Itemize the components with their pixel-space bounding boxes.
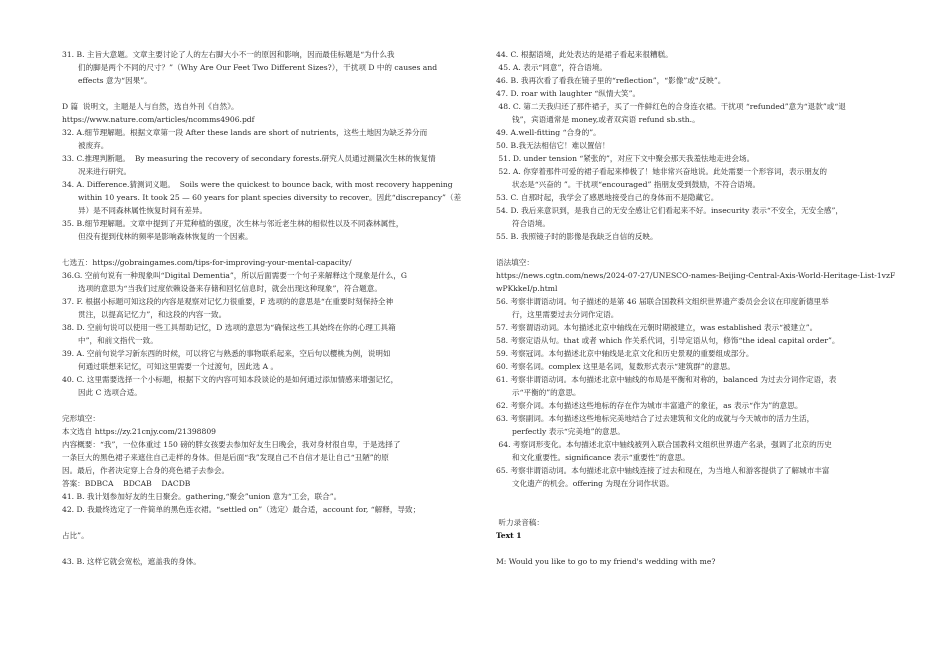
- left-text-line: 何通过联想来记忆，可知这里需要一个过渡句，因此选 A 。: [78, 362, 279, 371]
- left-text-line: 32. A.细节理解题。根据文章第一段 After these lands are short of nutrients，这些土地因为缺乏养分而: [62, 128, 428, 137]
- right-text-line: 58. 考察定语从句。that 或者 which 作关系代词，引导定语从句，修饰“the ideal capital order”。: [496, 336, 840, 345]
- left-text-line: 异）是不同森林属性恢复时间有差异。: [78, 206, 208, 215]
- right-text-line: wPKkkeI/p.html: [496, 284, 558, 293]
- right-text-line: 60. 考察名词。complex 这里是名词，复数形式表示“建筑群”的意思。: [496, 362, 736, 371]
- right-text-line: Text 1: [496, 531, 522, 540]
- left-text-line: 40. C. 这里需要选择一个小标题，根据下文的内容可知本段谈论的是如何通过添加情感来增强记忆，: [62, 375, 399, 384]
- right-column: [496, 48, 896, 568]
- right-text-line: 51. D. under tension “紧张的”，对应下文中聚会那天我羞怯地走进会场。: [496, 154, 755, 163]
- right-text-line: 50. B.我无法相信它！难以置信！: [496, 141, 610, 150]
- right-text-line: perfectly 表示“完美地”的意思。: [512, 427, 625, 436]
- left-text-line: 37. F. 根据小标题可知这段的内容是观察对记忆力很重要，F 选项的的意思是“在重要时刻保持全神: [62, 297, 394, 306]
- right-text-line: https://news.cgtn.com/news/2024-07-27/UNESCO-names-Beijing-Central-Axis-World-Heritage-List-1vzF: [496, 271, 896, 280]
- left-text-line: 一条巨大的黑色裙子来遮住自己走样的身体。但是后面“我”发现自己不自信才是让自己“丑陋”的原: [62, 453, 389, 462]
- left-text-line: 33. C.推理判断题。 By measuring the recovery of secondary forests.研究人员通过测量次生林的恢复情: [62, 154, 436, 163]
- left-text-line: 完形填空：: [62, 414, 100, 423]
- right-text-line: 49. A.well-fitting “合身的”。: [496, 128, 601, 137]
- left-text-line: [62, 542, 462, 555]
- left-text-line: 选项的意思为“当我们过度依赖设备来存储和回忆信息时，就会出现这种现象”，符合题意。: [78, 284, 382, 293]
- right-text-line: 55. B. 我照镜子时的影像是我缺乏自信的反映。: [496, 232, 658, 241]
- right-text-line: 符合语境。: [512, 219, 550, 228]
- right-text-line: [496, 542, 896, 555]
- right-text-line: 56. 考察非谓语动词。句子描述的是第 46 届联合国教科文组织世界遗产委员会会议在印度新德里举: [496, 297, 829, 306]
- right-text-line: 和文化重要性。significance 表示“重要性”的意思。: [512, 453, 690, 462]
- left-text-line: 42. D. 我最终选定了一件简单的黑色连衣裙。“settled on”（选定）最合适，account for, “解释，导致；: [62, 505, 421, 514]
- right-text-line: [496, 503, 896, 516]
- left-text-line: 贯注，以提高记忆力”，和这段的内容一致。: [78, 310, 227, 319]
- right-text-line: 44. C. 根据语境，此处表达的是裙子看起来很糟糕。: [496, 50, 673, 59]
- left-text-line: 因。最后，作者决定穿上合身的亮色裙子去参会。: [62, 466, 230, 475]
- right-text-line: 示“平衡的”的意思。: [512, 388, 581, 397]
- left-text-line: 34. A. Difference.猜测词义题。 Soils were the quickest to bounce back, with most recovery happening: [62, 180, 453, 189]
- right-text-line: 状态是“兴奋的 ”。干扰项“encouraged” 指朋友受到鼓励，不符合语境。: [512, 180, 761, 189]
- left-text-line: 36.G. 空前句说有一种现象叫“Digital Dementia”，所以后面需要一个句子来解释这个现象是什么，G: [62, 271, 407, 280]
- left-text-line: D 篇 说明文，主题是人与自然，选自外刊《自然》。: [62, 102, 239, 111]
- right-text-line: 61. 考察非谓语动词。本句描述北京中轴线的布局是平衡和对称的，balanced 为过去分词作定语，表: [496, 375, 837, 384]
- left-text-line: within 10 years. It took 25 — 60 years for plant species diversity to recover。因此“discrepancy”（差: [78, 193, 462, 202]
- left-text-line: 38. D. 空前句说可以使用一些工具帮助记忆，D 选项的意思为“确保这些工具始终在你的心理工具箱: [62, 323, 396, 332]
- right-text-line: 64. 考察词形变化。本句描述北京中轴线被列入联合国教科文组织世界遗产名录，强调了北京的历史: [496, 440, 832, 449]
- right-text-line: 行，这里需要过去分词作定语。: [512, 310, 619, 319]
- right-text-line: 57. 考察谓语动词。本句描述北京中轴线在元朝时期被建立，was established 表示“被建立”。: [496, 323, 818, 332]
- left-text-line: 七选五：https://gobraingames.com/tips-for-improving-your-mental-capacity/: [62, 258, 352, 267]
- left-text-line: [62, 399, 462, 412]
- left-text-line: [62, 87, 462, 100]
- right-text-line: 52. A. 你穿着那件可爱的裙子看起来棒极了！她非常兴奋地说。此处需要一个形容词，表示朋友的: [496, 167, 827, 176]
- left-text-line: 占比”。: [62, 531, 89, 540]
- right-text-line: 62. 考察介词。本句描述这些地标的存在作为城市丰富遗产的象征，as 表示“作为”的意思。: [496, 401, 803, 410]
- right-text-line: M: Would you like to go to my friend's wedding with me?: [496, 557, 716, 566]
- left-column: [62, 48, 462, 568]
- left-text-line: 况来进行研究。: [78, 167, 132, 176]
- left-text-line: 31. B. 主旨大意题。文章主要讨论了人的左右脚大小不一的原因和影响，因而最佳标题是“为什么我: [62, 50, 395, 59]
- left-text-line: 中”，和前文指代一致。: [78, 336, 158, 345]
- right-text-line: [496, 243, 896, 256]
- left-text-line: 被废弃。: [78, 141, 109, 150]
- left-text-line: 们的脚是两个不同的尺寸？”（Why Are Our Feet Two Different Sizes?），干扰项 D 中的 causes and: [78, 63, 438, 72]
- right-text-line: [496, 490, 896, 503]
- left-text-line: https://www.nature.com/articles/ncomms4906.pdf: [62, 115, 255, 124]
- right-text-line: 听力录音稿：: [496, 518, 544, 527]
- left-text-line: 39. A. 空前句说学习新东西的时候，可以将它与熟悉的事物联系起来，空后句以樱桃为例，说明如: [62, 349, 391, 358]
- left-text-line: 内容概要：“我”，一位体重过 150 磅的胖女孩要去参加好友生日晚会，我对身材很自卑，于是选择了: [62, 440, 401, 449]
- left-text-line: 本文选自 https://zy.21cnjy.com/21398809: [62, 427, 217, 436]
- left-text-line: [62, 243, 462, 256]
- right-text-line: 63. 考察副词。本句描述这些地标完美地结合了过去建筑和文化的成就与今天城市的活力生活，: [496, 414, 815, 423]
- right-text-line: 46. B. 我再次看了看我在镜子里的“reflection”，“影像”或“反映”。: [496, 76, 726, 85]
- left-text-line: 43. B. 这样它就会宽松，遮盖我的身体。: [62, 557, 201, 566]
- right-text-line: 47. D. roar with laughter “纵情大笑”。: [496, 89, 641, 98]
- right-text-line: 59. 考察冠词。本句描述北京中轴线是北京文化和历史景观的重要组成部分。: [496, 349, 754, 358]
- left-text-line: [62, 516, 462, 529]
- left-text-line: effects 意为“因果”。: [78, 76, 152, 85]
- left-text-line: 35. B.细节理解题。文章中提到了开荒种植的强度，次生林与邻近老生林的相似性以及不同森林属性，: [62, 219, 404, 228]
- left-text-line: 41. B. 我计划参加好友的生日聚会。gathering,“聚会”union 意为“工会，联合”。: [62, 492, 342, 501]
- right-text-line: 45. A. 表示“同意”，符合语境。: [496, 63, 607, 72]
- right-text-line: 53. C. 自那时起，我学会了感恩地接受自己的身体而不是隐藏它。: [496, 193, 719, 202]
- right-text-line: 钱”，宾语通常是 money,或者双宾语 refund sb.sth.。: [512, 115, 700, 124]
- right-text-line: 语法填空：: [496, 258, 534, 267]
- right-text-line: 65. 考察非谓语动词。本句描述北京中轴线连接了过去和现在，为当地人和游客提供了了解城市丰富: [496, 466, 830, 475]
- left-text-line: 答案：BDBCA BDCAB DACDB: [62, 479, 191, 488]
- left-text-line: 因此 C 选项合适。: [78, 388, 142, 397]
- left-text-line: 但没有提到伐林的频率是影响森林恢复的一个因素。: [78, 232, 253, 241]
- right-text-line: 文化遗产的机会。offering 为现在分词作状语。: [512, 479, 674, 488]
- right-text-line: 54. D. 我后来意识到，是我自己的无安全感让它们看起来不好。insecurity 表示“不安全，无安全感”，: [496, 206, 843, 215]
- right-text-line: 48. C. 第二天我归还了那件裙子，买了一件鲜红色的合身连衣裙。干扰项 “refunded”意为“退款”或“退: [496, 102, 846, 111]
